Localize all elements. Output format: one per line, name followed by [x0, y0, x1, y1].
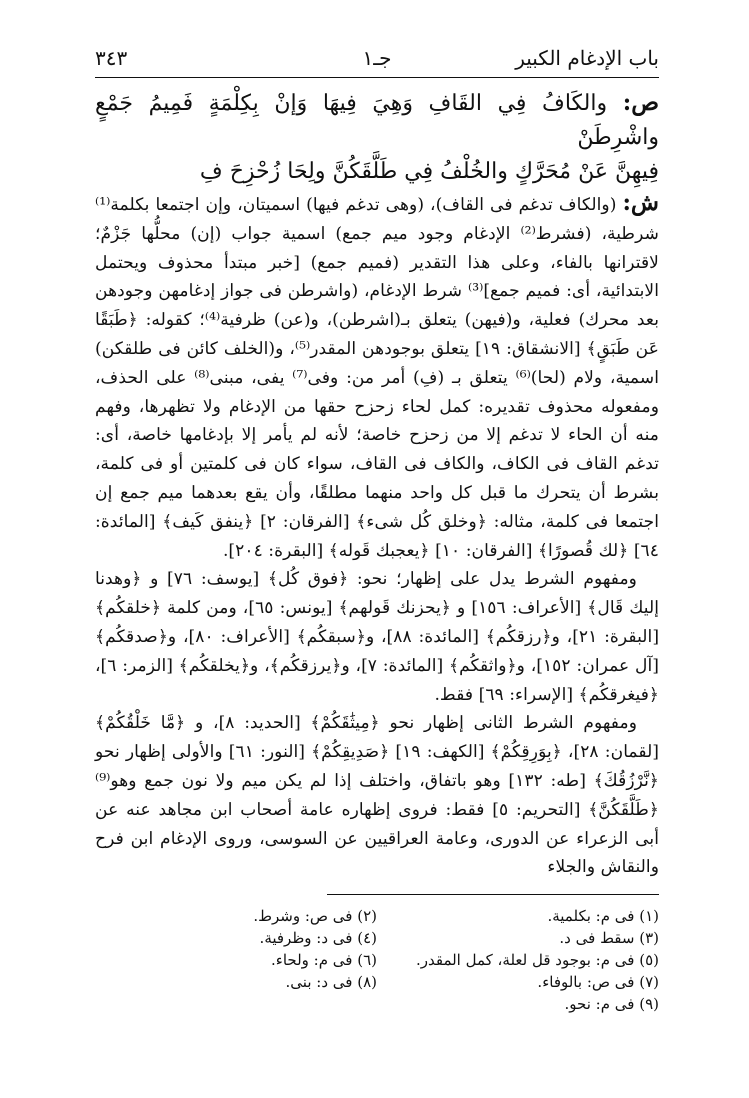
commentary-label: ش:	[622, 189, 660, 216]
verse-text-1: والكَافُ فِي القَافِ وَهِيَ فِيهَا وَإنْ بِكِلْمَةٍ فَمِيمُ جَمْعٍ واشْرِطَنْ	[95, 91, 659, 150]
footnote: (٣) سقط فى د.	[559, 929, 659, 947]
commentary-paragraph-3: ومفهوم الشرط الثانى إظهار نحو ﴿مِيثَٰقَكُمْ﴾ [الحديد: ٨]، و ﴿مَّا خَلْقُكُمْ﴾ [لقمان: ٢٨]، ﴿بِوَرِقِكُمْ﴾ [الكهف: ١٩] ﴿صَدِيقِكُمْ﴾ [النور: ٦١] والأولى إظهار نحو ﴿نَّرْزُقُكَ﴾ [طه: ١٣٢] وهو باتفاق، واختلف إذا لم يكن ميم ولا نون جمع وهو⁽⁹⁾ ﴿طَلَّقَكُنَّ﴾ [التحريم: ٥] فقط: فروى إظهاره عامة أصحاب ابن مجاهد عنه عن أبى الزعراء عن الدورى، وعامة العراقيين عن السوسى، وروى الإدغام ابن فرح والنقاش والجلاء	[95, 713, 660, 878]
verse-line-2	[95, 155, 659, 189]
footnote	[95, 993, 377, 1015]
commentary-paragraph-2: ومفهوم الشرط يدل على إظهار؛ نحو: ﴿فوق كُل﴾ [يوسف: ٧٦] و ﴿وهدنا إليك قَال﴾ [الأعراف: ١٥٦] و ﴿يحزنك قَولهم﴾ [يونس: ٦٥]، ومن كلمة ﴿خلقكُم﴾ [البقرة: ٢١]، و﴿رزقكُم﴾ [المائدة: ٨٨]، و﴿سبقكُم﴾ [الأعراف: ٨٠]، و﴿صدقكُم﴾ [آل عمران: ١٥٢]، و﴿واثقكُم﴾ [المائدة: ٧]، و﴿يرزقكُم﴾، و﴿يخلقكُم﴾ [الزمر: ٦]، ﴿فيغرقكُم﴾ [الإسراء: ٦٩] فقط.	[95, 569, 660, 705]
footnote-row	[95, 905, 659, 927]
verse-text-2: فِيهِنَّ عَنْ مُحَرَّكٍ والخُلْفُ فِي طَلَّقَكُنَّ ولِحَا زُحْزِحَ فِ	[199, 159, 659, 184]
footnote-row	[95, 927, 659, 949]
footnote: (٥) فى م: بوجود قل لعلة، كمل المقدر.	[415, 951, 659, 969]
header-rule	[95, 77, 659, 78]
footnotes	[95, 905, 659, 1015]
page-number: ٣٤٣	[95, 46, 128, 70]
footnote: (٢) فى ص: وشرط.	[253, 907, 377, 925]
volume-label: جـ١	[362, 46, 392, 70]
chapter-title: باب الإدغام الكبير	[515, 46, 659, 70]
footnote: (٩) فى م: نحو.	[564, 995, 659, 1013]
verse-line-1	[95, 86, 659, 155]
main-text	[95, 86, 659, 882]
commentary-text-1: (والكاف تدغم فى القاف)، (وهى تدغم فيها) اسميتان، وإن اجتمعا بكلمة⁽¹⁾ شرطية، (فشرط⁽²⁾ الإدغام وجود ميم جمع) اسمية جواب (إن) محلُّها جَزْمٌ؛ لاقترانها بالفاء، وعلى هذا التقدير (فميم جمع) [خبر مبتدأ محذوف ويحتمل الابتدائية، أى: فميم جمع]⁽³⁾ شرط الإدغام، (واشرطن فى جواز إدغامهن وجودهن بعد محرك) فعلية، و(فيهن) يتعلق بـ(اشرطن)، و(عن) ظرفية⁽⁴⁾؛ كقوله: ﴿طَبَقًا عَن طَبَقٍ﴾ [الانشقاق: ١٩] يتعلق بوجودهن المقدر⁽⁵⁾، و(الخلف كائن فى طلقكن) اسمية، ولام (لحا)⁽⁶⁾ يتعلق بـ (فِ) أمر من: وفى⁽⁷⁾ يفى، مبنى⁽⁸⁾ على الحذف، ومفعوله محذوف تقديره: كمل لحاء زحزح حقها من الإدغام ولا تظهرها، وفهم منه أن الحاء لا تدغم إلا من زحزح خاصة؛ لأنه لم يأمر إلا بإدغامها خاصة، أى: تدغم القاف فى الكاف، والكاف فى القاف، سواء كان فى كلمتين أو فى كلمة، بشرط أن يتحرك ما قبل كل واحد منهما مطلقًا، وأن يقع بعدهما ميم جمع إن اجتمعا فى كلمة، مثاله: ﴿وخلق كُل شىء﴾ [الفرقان: ٢] ﴿ينفق كَيف﴾ [المائدة: ٦٤] ﴿لك قُصورًا﴾ [الفرقان: ١٠] ﴿يعجبك قَوله﴾ [البقرة: ٢٠٤].	[95, 195, 659, 561]
footnote: (٨) فى د: بنى.	[285, 973, 377, 991]
footnote-row	[95, 949, 659, 971]
footnote-rule	[327, 894, 659, 895]
running-header	[95, 40, 659, 76]
footnote: (١) فى م: بكلمية.	[547, 907, 659, 925]
footnote: (٦) فى م: ولحاء.	[271, 951, 377, 969]
verse-label: ص:	[622, 89, 660, 116]
footnote-row	[95, 971, 659, 993]
footnote-row	[95, 993, 659, 1015]
verse-block	[95, 86, 659, 189]
commentary-paragraph-1	[95, 189, 659, 565]
footnote: (٧) فى ص: بالوفاء.	[537, 973, 659, 991]
footnote: (٤) فى د: وظرفية.	[259, 929, 377, 947]
